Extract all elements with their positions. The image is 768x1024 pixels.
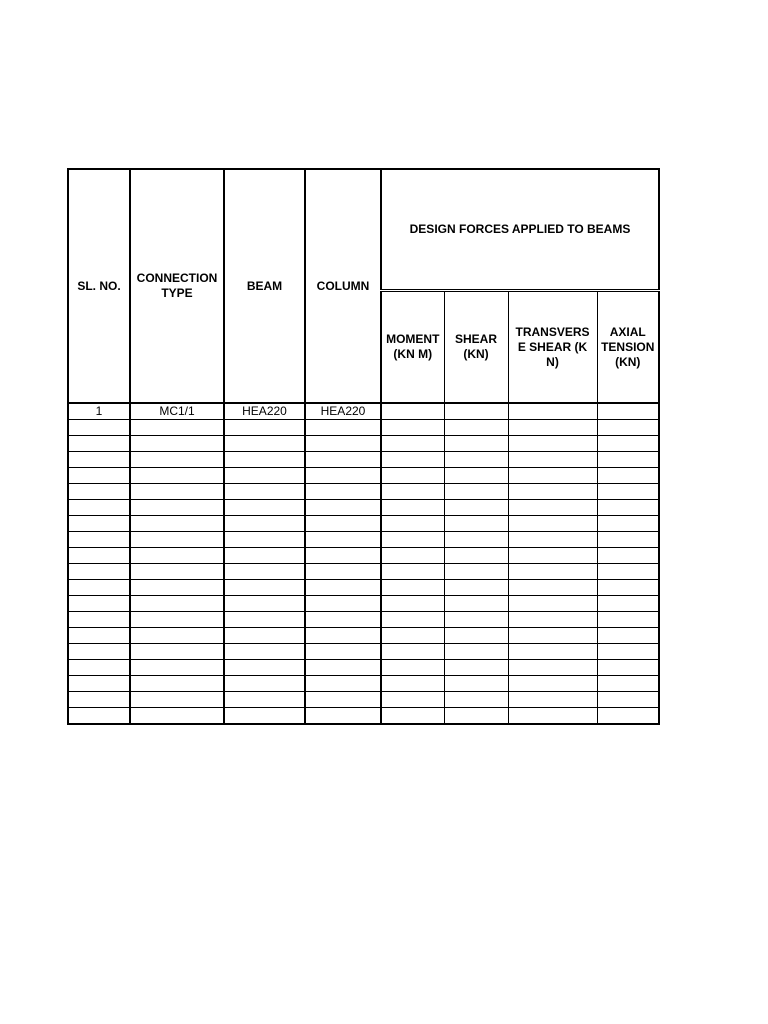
cell-moment[interactable] [381, 403, 444, 420]
cell-axial-tension[interactable] [597, 692, 659, 708]
cell-moment[interactable] [381, 580, 444, 596]
cell-beam[interactable] [224, 692, 305, 708]
cell-connection-type[interactable] [130, 596, 224, 612]
cell-sl-no[interactable] [68, 516, 130, 532]
cell-transverse-shear[interactable] [508, 596, 597, 612]
cell-moment[interactable] [381, 436, 444, 452]
cell-sl-no[interactable] [68, 564, 130, 580]
cell-column[interactable] [305, 420, 381, 436]
cell-moment[interactable] [381, 516, 444, 532]
cell-shear[interactable] [444, 564, 508, 580]
cell-beam[interactable] [224, 596, 305, 612]
table-body [68, 403, 659, 724]
cell-axial-tension[interactable] [597, 403, 659, 420]
table-row [68, 516, 659, 532]
header-column [305, 169, 381, 403]
cell-beam[interactable] [224, 708, 305, 725]
cell-transverse-shear[interactable] [508, 532, 597, 548]
cell-axial-tension[interactable] [597, 436, 659, 452]
cell-connection-type[interactable]: MC1/1 [130, 403, 224, 420]
cell-transverse-shear[interactable] [508, 420, 597, 436]
cell-connection-type[interactable] [130, 500, 224, 516]
cell-connection-type[interactable] [130, 708, 224, 725]
cell-beam[interactable] [224, 484, 305, 500]
cell-column[interactable] [305, 484, 381, 500]
cell-connection-type[interactable] [130, 420, 224, 436]
cell-connection-type[interactable] [130, 676, 224, 692]
header-design-forces [381, 169, 659, 291]
cell-sl-no[interactable] [68, 628, 130, 644]
cell-sl-no[interactable] [68, 612, 130, 628]
cell-shear[interactable] [444, 692, 508, 708]
header-beam-label: BEAM [246, 278, 283, 293]
cell-connection-type[interactable] [130, 692, 224, 708]
table-row [68, 628, 659, 644]
table-row [68, 564, 659, 580]
cell-sl-no[interactable] [68, 676, 130, 692]
cell-axial-tension[interactable] [597, 708, 659, 725]
cell-shear[interactable] [444, 500, 508, 516]
cell-axial-tension[interactable] [597, 516, 659, 532]
cell-column[interactable] [305, 644, 381, 660]
cell-moment[interactable] [381, 452, 444, 468]
table-row [68, 452, 659, 468]
header-transverse-shear-label: TRANSVERSE SHEAR (KN) [515, 324, 590, 369]
cell-beam[interactable] [224, 676, 305, 692]
cell-axial-tension[interactable] [597, 468, 659, 484]
cell-axial-tension[interactable] [597, 596, 659, 612]
table-row [68, 403, 659, 420]
header-shear [444, 291, 508, 404]
cell-column[interactable] [305, 612, 381, 628]
cell-connection-type[interactable] [130, 564, 224, 580]
cell-axial-tension[interactable] [597, 500, 659, 516]
cell-transverse-shear[interactable] [508, 612, 597, 628]
table-row [68, 500, 659, 516]
cell-shear[interactable] [444, 532, 508, 548]
cell-column[interactable] [305, 548, 381, 564]
cell-transverse-shear[interactable] [508, 403, 597, 420]
cell-transverse-shear[interactable] [508, 436, 597, 452]
cell-column[interactable] [305, 676, 381, 692]
header-axial-tension [597, 291, 659, 404]
cell-column[interactable] [305, 660, 381, 676]
header-axial-tension-label: AXIAL TENSION (KN) [601, 324, 655, 369]
cell-axial-tension[interactable] [597, 452, 659, 468]
cell-connection-type[interactable] [130, 532, 224, 548]
cell-beam[interactable] [224, 660, 305, 676]
table-row [68, 532, 659, 548]
cell-beam[interactable] [224, 644, 305, 660]
cell-sl-no[interactable] [68, 596, 130, 612]
cell-connection-type[interactable] [130, 516, 224, 532]
cell-connection-type[interactable] [130, 452, 224, 468]
cell-sl-no[interactable] [68, 644, 130, 660]
cell-sl-no[interactable] [68, 708, 130, 725]
cell-shear[interactable] [444, 708, 508, 725]
cell-sl-no[interactable] [68, 580, 130, 596]
cell-moment[interactable] [381, 420, 444, 436]
cell-axial-tension[interactable] [597, 420, 659, 436]
table-row [68, 692, 659, 708]
header-connection-type [130, 169, 224, 403]
cell-shear[interactable] [444, 403, 508, 420]
cell-shear[interactable] [444, 580, 508, 596]
cell-shear[interactable] [444, 452, 508, 468]
cell-moment[interactable] [381, 596, 444, 612]
cell-moment[interactable] [381, 548, 444, 564]
cell-transverse-shear[interactable] [508, 468, 597, 484]
cell-column[interactable] [305, 596, 381, 612]
cell-sl-no[interactable] [68, 692, 130, 708]
cell-sl-no[interactable] [68, 500, 130, 516]
cell-transverse-shear[interactable] [508, 708, 597, 725]
table-row [68, 708, 659, 725]
table-row [68, 612, 659, 628]
cell-moment[interactable] [381, 468, 444, 484]
cell-shear[interactable] [444, 676, 508, 692]
cell-transverse-shear[interactable] [508, 564, 597, 580]
cell-axial-tension[interactable] [597, 532, 659, 548]
table-row [68, 660, 659, 676]
cell-transverse-shear[interactable] [508, 548, 597, 564]
cell-moment[interactable] [381, 708, 444, 725]
spreadsheet-page [67, 168, 660, 725]
cell-connection-type[interactable] [130, 644, 224, 660]
cell-shear[interactable] [444, 436, 508, 452]
cell-shear[interactable] [444, 612, 508, 628]
cell-beam[interactable] [224, 452, 305, 468]
cell-beam[interactable] [224, 612, 305, 628]
cell-column[interactable] [305, 516, 381, 532]
table-row [68, 484, 659, 500]
header-sl-no-label: SL. NO. [77, 278, 121, 293]
cell-transverse-shear[interactable] [508, 452, 597, 468]
cell-column[interactable] [305, 628, 381, 644]
cell-connection-type[interactable] [130, 436, 224, 452]
cell-moment[interactable] [381, 692, 444, 708]
cell-beam[interactable] [224, 420, 305, 436]
header-connection-type-label: CONNECTION TYPE [136, 271, 218, 300]
design-forces-table [67, 168, 660, 725]
cell-column[interactable] [305, 500, 381, 516]
cell-sl-no[interactable] [68, 548, 130, 564]
cell-connection-type[interactable] [130, 484, 224, 500]
cell-connection-type[interactable] [130, 468, 224, 484]
cell-shear[interactable] [444, 644, 508, 660]
table-row [68, 420, 659, 436]
cell-axial-tension[interactable] [597, 660, 659, 676]
cell-sl-no[interactable] [68, 468, 130, 484]
header-shear-label: SHEAR (KN) [454, 332, 497, 361]
cell-shear[interactable] [444, 596, 508, 612]
cell-transverse-shear[interactable] [508, 692, 597, 708]
cell-moment[interactable] [381, 564, 444, 580]
cell-connection-type[interactable] [130, 548, 224, 564]
cell-transverse-shear[interactable] [508, 516, 597, 532]
cell-beam[interactable] [224, 516, 305, 532]
cell-transverse-shear[interactable] [508, 644, 597, 660]
header-beam [224, 169, 305, 403]
table-row [68, 676, 659, 692]
cell-sl-no[interactable] [68, 484, 130, 500]
cell-moment[interactable] [381, 484, 444, 500]
cell-column[interactable] [305, 692, 381, 708]
cell-shear[interactable] [444, 468, 508, 484]
table-row [68, 468, 659, 484]
cell-beam[interactable]: HEA220 [224, 403, 305, 420]
cell-axial-tension[interactable] [597, 628, 659, 644]
cell-sl-no[interactable] [68, 532, 130, 548]
cell-axial-tension[interactable] [597, 548, 659, 564]
cell-shear[interactable] [444, 420, 508, 436]
cell-beam[interactable] [224, 436, 305, 452]
cell-sl-no[interactable] [68, 436, 130, 452]
cell-beam[interactable] [224, 580, 305, 596]
cell-connection-type[interactable] [130, 660, 224, 676]
header-moment [381, 291, 444, 404]
header-moment-label: MOMENT (KN M) [386, 332, 440, 361]
table-row [68, 580, 659, 596]
cell-transverse-shear[interactable] [508, 484, 597, 500]
cell-beam[interactable] [224, 628, 305, 644]
header-transverse-shear [508, 291, 597, 404]
cell-beam[interactable] [224, 548, 305, 564]
cell-sl-no[interactable] [68, 660, 130, 676]
cell-beam[interactable] [224, 468, 305, 484]
cell-column[interactable] [305, 532, 381, 548]
table-row [68, 596, 659, 612]
table-row [68, 644, 659, 660]
cell-column[interactable] [305, 452, 381, 468]
header-column-label: COLUMN [316, 278, 370, 293]
cell-column[interactable] [305, 564, 381, 580]
cell-moment[interactable] [381, 676, 444, 692]
cell-axial-tension[interactable] [597, 484, 659, 500]
cell-moment[interactable] [381, 660, 444, 676]
cell-column[interactable] [305, 468, 381, 484]
cell-shear[interactable] [444, 660, 508, 676]
cell-transverse-shear[interactable] [508, 676, 597, 692]
cell-beam[interactable] [224, 564, 305, 580]
cell-transverse-shear[interactable] [508, 660, 597, 676]
cell-shear[interactable] [444, 484, 508, 500]
cell-sl-no[interactable] [68, 420, 130, 436]
cell-axial-tension[interactable] [597, 564, 659, 580]
cell-column[interactable] [305, 436, 381, 452]
cell-axial-tension[interactable] [597, 580, 659, 596]
cell-connection-type[interactable] [130, 580, 224, 596]
cell-axial-tension[interactable] [597, 676, 659, 692]
cell-column[interactable]: HEA220 [305, 403, 381, 420]
cell-connection-type[interactable] [130, 628, 224, 644]
cell-sl-no[interactable]: 1 [68, 403, 130, 420]
cell-connection-type[interactable] [130, 612, 224, 628]
table-row [68, 548, 659, 564]
cell-transverse-shear[interactable] [508, 580, 597, 596]
cell-axial-tension[interactable] [597, 612, 659, 628]
header-sl-no [68, 169, 130, 403]
cell-shear[interactable] [444, 628, 508, 644]
cell-transverse-shear[interactable] [508, 500, 597, 516]
cell-shear[interactable] [444, 548, 508, 564]
cell-moment[interactable] [381, 500, 444, 516]
cell-beam[interactable] [224, 532, 305, 548]
header-design-forces-label: DESIGN FORCES APPLIED TO BEAMS [409, 222, 631, 236]
cell-transverse-shear[interactable] [508, 628, 597, 644]
cell-column[interactable] [305, 708, 381, 725]
cell-sl-no[interactable] [68, 452, 130, 468]
cell-moment[interactable] [381, 644, 444, 660]
cell-moment[interactable] [381, 628, 444, 644]
cell-axial-tension[interactable] [597, 644, 659, 660]
cell-shear[interactable] [444, 516, 508, 532]
cell-moment[interactable] [381, 532, 444, 548]
cell-beam[interactable] [224, 500, 305, 516]
table-row [68, 436, 659, 452]
cell-column[interactable] [305, 580, 381, 596]
cell-moment[interactable] [381, 612, 444, 628]
